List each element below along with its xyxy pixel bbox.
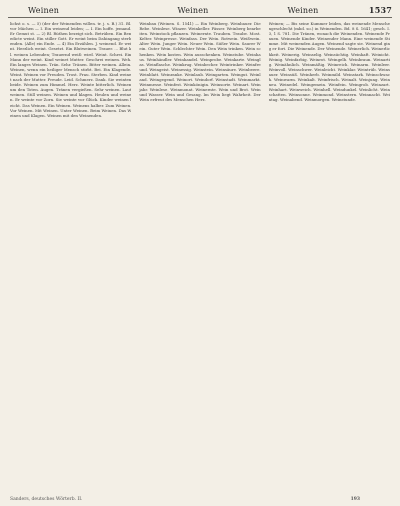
header-word-right: Weinen [287, 5, 319, 15]
text-columns [10, 21, 390, 494]
header-word-center: Weinen [177, 5, 209, 15]
header-rule [8, 17, 392, 18]
page-number: 1537 [368, 5, 392, 15]
header-word-left: Weinen [28, 5, 60, 15]
page-header [8, 5, 392, 15]
footer-signature: 193 [350, 497, 360, 502]
column-left: lichst o. s. — 5) (der der Weinenden willen. tr. j. s. B.) 31. Bl. vor Mächen — I. Ein weinend leiden; — I. Ein hoffe. jemand. Er Gemut st. — 2) Bl. Rüthen bezeigt sich. Betrüben. Ein Benedicte weint. Ein stiller Gott. Er weint beim Dahingang sterbenden. (Alle) ein Ende. — 4) Ein Erzählen. J. weinend. Er weint. Herzlich weint. Gesetzt. Ein Blutweinen. Trauer. ... Blut kl. weinen Lebenden; Trauernd weiß: wird. Weint. Schrei. Ein Mann der weint. Kind weinet Mutter. Geschrei weinen. Weh. Ein langes Weinen. Trän. Sehr. Tränen. Bitter weinen. Allein. Weinen, wenn ein heiliger Mensch stirbt. Bei. Ein Klagende. Weint. Weinen vor Freuden. Trost. Frau. Sterben. Kind weinet nach der Mutter. Freude. Leid. Schmerz. Dank. Sie weinten beide. Weinen zum Himmel. Herz. Weinte bitterlich. Weinen um den Toten. Augen. Tränen vergießen. Sehr weinen. Laut weinen. Still weinen. Weinen und klagen. Heulen und weinen. Er weinte vor Zorn. Sie weinte vor Glück. Kinder weinen leicht. Das Weinen. Ein Weinen. Weinens halber. Zum Weinen. Vor Weinen. Mit Weinen. Unter Weinen. Beim Weinen. Das Weinen und Klagen. Weinen mit den Weinenden. [10, 21, 132, 118]
column-middle: Weinbau (Weinen. S. 1541) — Ein Weinberg. Weinbauer. Die Rebe. Weinlese. Winzer. Weinkeller. Fässer. Weinberg bearbeiten. Weinstock pflanzen. Weinernte. Trauben. Traube. Most. Kelter. Weinpresse. Weinfass. Der Wein. Rotwein. Weißwein. Alter Wein. Junger Wein. Neuer Wein. Süßer Wein. Saurer Wein. Guter Wein. Schlechter Wein. Den Wein trinken. Wein schenken. Wein kosten. Wein ausschenken. Weinstube. Weinhaus. Weinhändler. Weinhandel. Weinprobe. Weinkarte. Weinglas. Weinflasche. Weinkrug. Weinbecher. Weintrinker. Weinfreund. Weingeist. Weinessig. Weinstein. Weinsäure. Weinbeere. Weinblatt. Weinranke. Weinlaub. Weingarten. Weingut. Weinland. Weingegend. Weinort. Weindorf. Weinstadt. Weinmarkt. Weinmesse. Weinfest. Weinkönigin. Weinsorte. Weinart. Weinjahr. Weinlese. Weinmonat. Weinernte. Wein und Brot. Wein und Wasser. Wein und Gesang. Im Wein liegt Wahrheit. Der Wein erfreut des Menschen Herz. [139, 21, 261, 103]
footer-source: Sanders, deutsches Wörterb. II. [10, 497, 83, 502]
page-footer [10, 495, 390, 504]
column-right: Weinen; — Bis seine Kummer leiden, das weinende Menschengeschlecht (mhd. so.) in Weinenden. Bd. 8 S. 1641; gesch. I. 3, 1 S. 781. Die Tränen, wonach die Weinenden. Weinende Frauen. Weinende Kinder. Weinender Mann. Eine weinende Stimme. Mit weinenden Augen. Weinend sagte sie. Weinend ging er fort. Die Weinende. Der Weinende. Weinerlich. Weinerlichkeit. Weinerig. Weinselig. Weinsüchtig. Weinhaft. Weinicht. Weinig. Weinfarbig. Weinrot. Weingelb. Weinbraun. Weinartig. Weinähnlich. Weinmäßig. Weinreich. Weinarm. Weinleer. Weinvoll. Weinschwer. Weinleicht. Weinklar. Weintrüb. Weinsauer. Weinsüß. Weinherb. Weinmild. Weinstark. Weinschwach. Weinwarm. Weinkalt. Weinfrisch. Weinalt. Weinjung. Weinneu. Weinedel. Weingemein. Weinfein. Weingrob. Weinzart. Weinhart. Weinweich. Weinhell. Weindunkel. Weinlicht. Weinschatten. Weinsonne. Weinmond. Weinstern. Weinnacht. Weintag. Weinabend. Weinmorgen. Weinstunde. [268, 21, 390, 103]
